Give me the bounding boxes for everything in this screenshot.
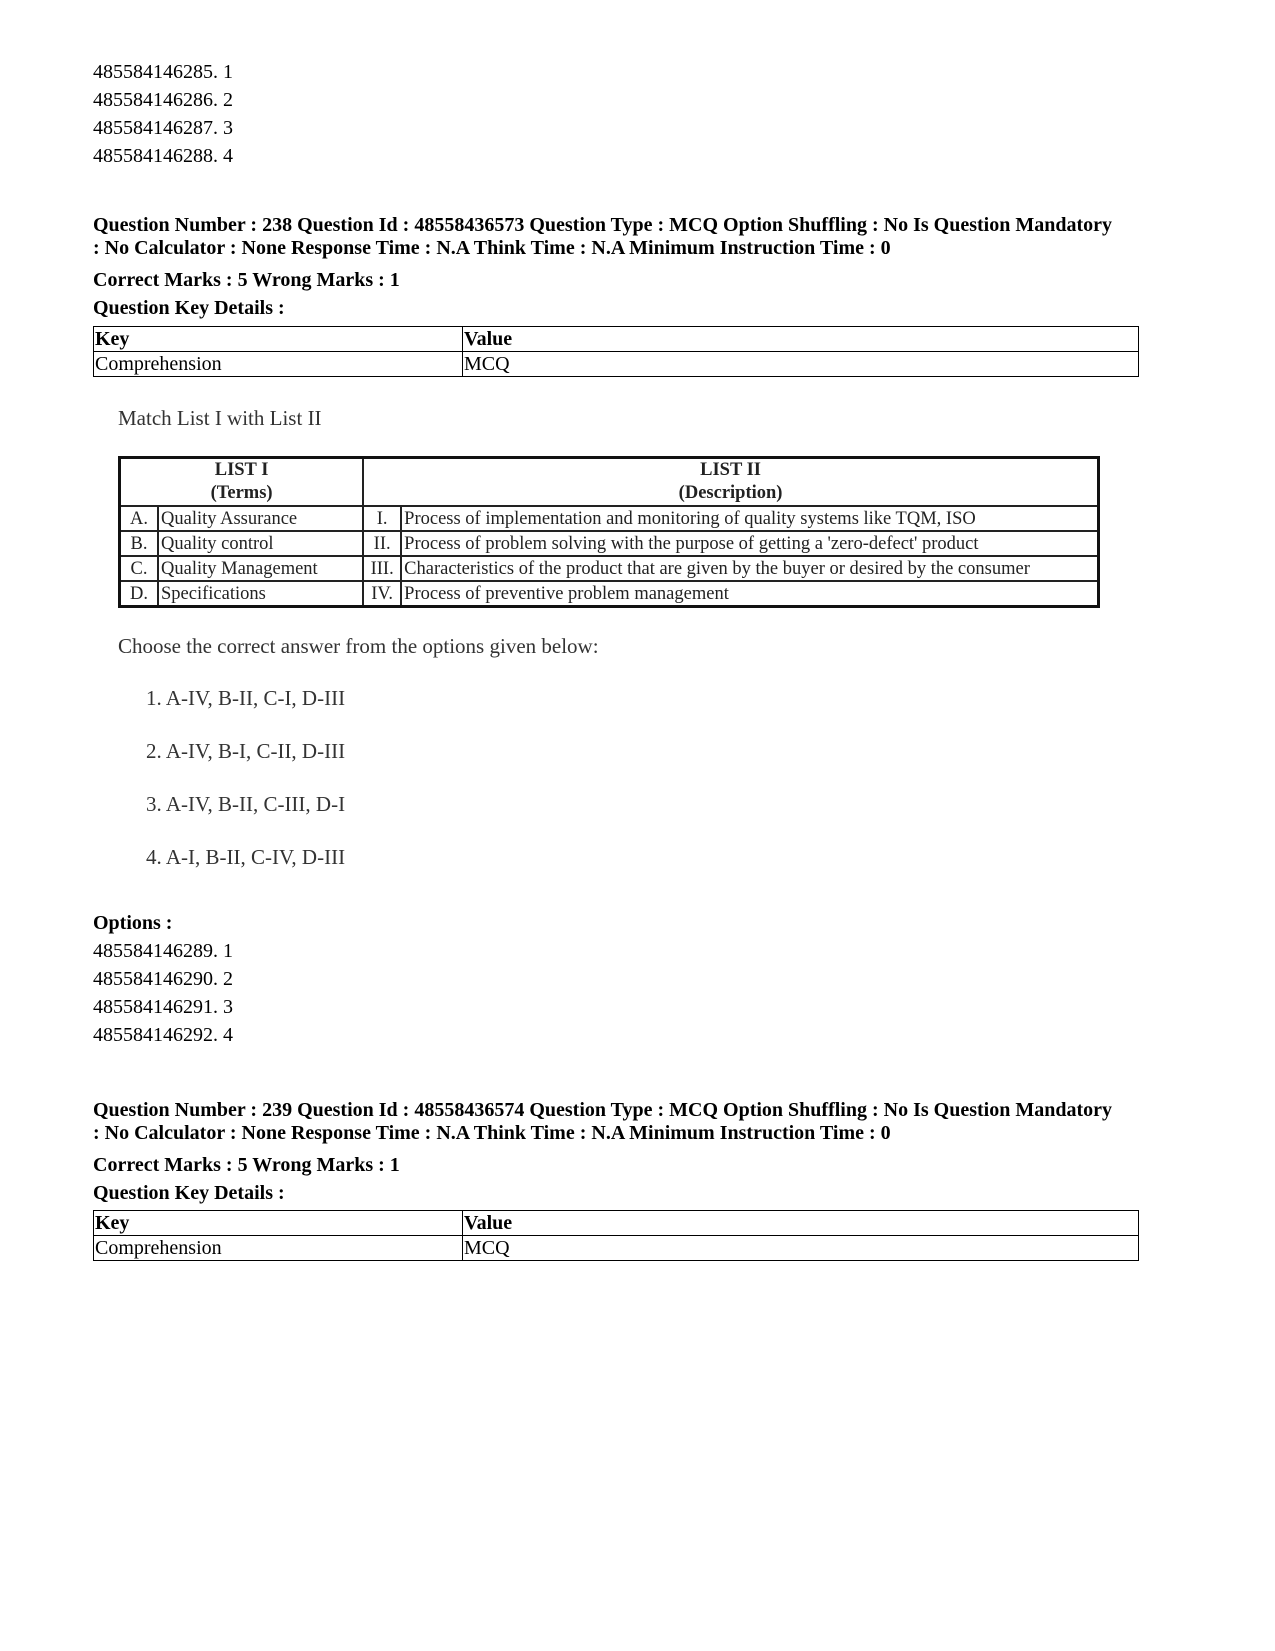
answer-choice: 3. A-IV, B-II, C-III, D-I <box>146 792 346 816</box>
match-list-table <box>118 456 1100 608</box>
question-header-line-2: : No Calculator : None Response Time : N.A Think Time : N.A Minimum Instruction Time : 0 <box>93 237 891 259</box>
prev-options-list <box>93 58 233 170</box>
term-code: B. <box>120 531 159 556</box>
option-line: 485584146289. 1 <box>93 940 233 962</box>
question-238-key-table <box>93 326 1139 377</box>
table-row <box>94 352 1139 377</box>
option-line: 485584146286. 2 <box>93 89 233 111</box>
list1-subheader: (Terms) <box>210 483 273 503</box>
value-cell: MCQ <box>463 352 1139 377</box>
list2-subheader: (Description) <box>678 483 783 503</box>
description-text: Process of implementation and monitoring of quality systems like TQM, ISO <box>401 506 1098 531</box>
question-header-line-1: Question Number : 238 Question Id : 48558436573 Question Type : MCQ Option Shuffling : No Is Question Mandatory <box>93 214 1112 236</box>
answer-choice: 1. A-IV, B-II, C-I, D-III <box>146 686 346 710</box>
term-code: A. <box>120 506 159 531</box>
options-label: Options : <box>93 912 173 934</box>
question-238-marks: Correct Marks : 5 Wrong Marks : 1 <box>93 269 400 291</box>
answer-instruction: Choose the correct answer from the options given below: <box>118 634 599 658</box>
question-header-line-2: : No Calculator : None Response Time : N.A Think Time : N.A Minimum Instruction Time : 0 <box>93 1122 891 1144</box>
list2-header: LIST II <box>700 460 761 480</box>
match-table-row <box>120 506 1099 531</box>
table-header-row <box>94 327 1139 352</box>
question-prompt: Match List I with List II <box>118 406 322 430</box>
match-table-row <box>120 531 1099 556</box>
list2-header-cell <box>363 458 1098 507</box>
question-238-key-details-label: Question Key Details : <box>93 297 285 319</box>
term-text: Quality Assurance <box>158 506 363 531</box>
list1-header: LIST I <box>214 460 269 480</box>
answer-choice: 2. A-IV, B-I, C-II, D-III <box>146 739 346 763</box>
question-239-header <box>93 1099 1193 1145</box>
key-cell: Comprehension <box>94 1236 463 1261</box>
question-239-key-table <box>93 1210 1139 1261</box>
term-text: Quality control <box>158 531 363 556</box>
key-cell: Comprehension <box>94 352 463 377</box>
option-line: 485584146291. 3 <box>93 996 233 1018</box>
description-text: Process of problem solving with the purpose of getting a 'zero-defect' product <box>401 531 1098 556</box>
option-line: 485584146287. 3 <box>93 117 233 139</box>
answer-choice: 4. A-I, B-II, C-IV, D-III <box>146 845 346 869</box>
question-238-options-list <box>93 937 233 1049</box>
value-cell: MCQ <box>463 1236 1139 1261</box>
term-text: Quality Management <box>158 556 363 581</box>
question-header-line-1: Question Number : 239 Question Id : 48558436574 Question Type : MCQ Option Shuffling : No Is Question Mandatory <box>93 1099 1112 1121</box>
table-header-row <box>94 1211 1139 1236</box>
key-header-cell: Key <box>94 327 463 352</box>
match-table-row <box>120 581 1099 607</box>
option-line: 485584146288. 4 <box>93 145 233 167</box>
option-line: 485584146292. 4 <box>93 1024 233 1046</box>
list1-header-cell <box>120 458 364 507</box>
table-row <box>94 1236 1139 1261</box>
match-table-header-row <box>120 458 1099 507</box>
option-line: 485584146285. 1 <box>93 61 233 83</box>
term-code: D. <box>120 581 159 607</box>
key-header-cell: Key <box>94 1211 463 1236</box>
description-number: II. <box>363 531 401 556</box>
description-text: Process of preventive problem management <box>401 581 1098 607</box>
question-238-header <box>93 214 1193 260</box>
value-header-cell: Value <box>463 1211 1139 1236</box>
question-239-marks: Correct Marks : 5 Wrong Marks : 1 <box>93 1154 400 1176</box>
description-number: I. <box>363 506 401 531</box>
description-text: Characteristics of the product that are given by the buyer or desired by the consumer <box>401 556 1098 581</box>
match-table-row <box>120 556 1099 581</box>
question-239-key-details-label: Question Key Details : <box>93 1182 285 1204</box>
option-line: 485584146290. 2 <box>93 968 233 990</box>
term-code: C. <box>120 556 159 581</box>
description-number: IV. <box>363 581 401 607</box>
value-header-cell: Value <box>463 327 1139 352</box>
term-text: Specifications <box>158 581 363 607</box>
description-number: III. <box>363 556 401 581</box>
